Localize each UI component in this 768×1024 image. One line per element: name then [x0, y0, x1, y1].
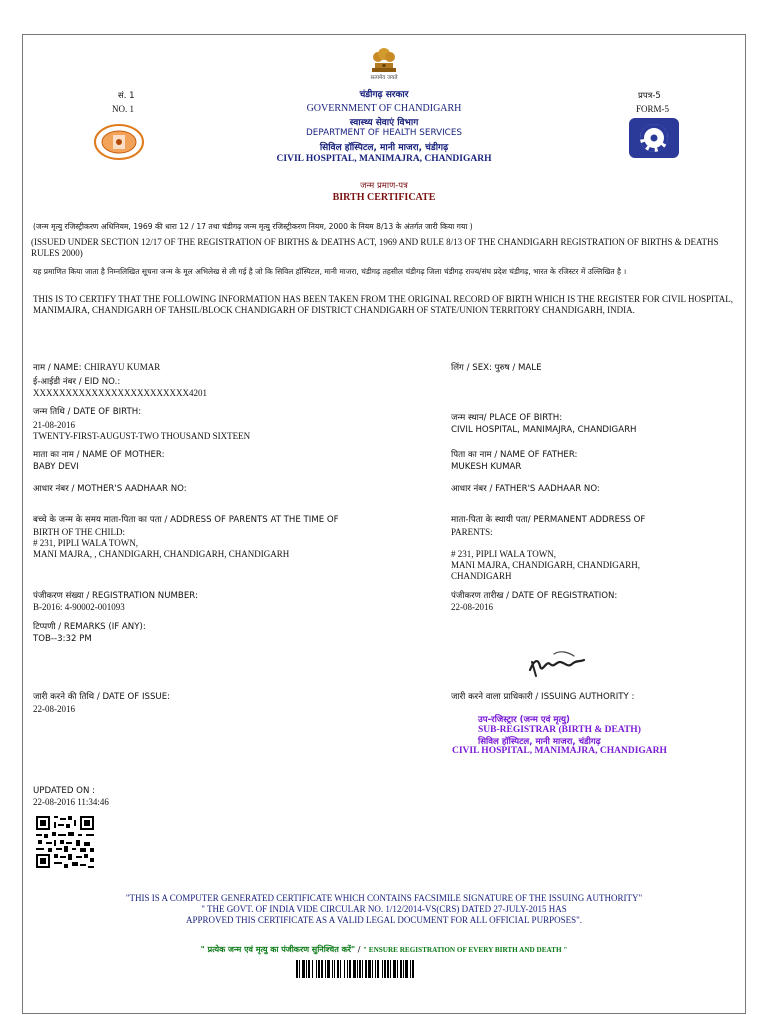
- certify-hindi: यह प्रमाणित किया जाता है निम्नलिखित सूचना जन्म के मूल अभिलेख से ली गई है जो कि सिविल हॉस्पिटल, मानी माजरा, चंडीगढ़ तहसील चंडीगढ़ जिला चंडीगढ़ राज्य/संघ प्रदेश चंडीगढ़, भारत के रजिस्टर में उल्लिखित है ।: [33, 267, 627, 276]
- father-name-value: MUKESH KUMAR: [451, 462, 522, 472]
- hospital-english: CIVIL HOSPITAL, MANIMAJRA, CHANDIGARH: [276, 154, 492, 164]
- government-english: GOVERNMENT OF CHANDIGARH: [306, 103, 462, 114]
- certify-english: THIS IS TO CERTIFY THAT THE FOLLOWING INFORMATION HAS BEEN TAKEN FROM THE ORIGINAL RECORD OF BIRTH WHICH IS THE REGISTER FOR CIVIL HOSPITAL, MANIMAJRA, CHANDIGARH OF TAHSIL/BLOCK CHANDIGARH OF DISTRICT CHANDIGARH OF STATE/UNION TERRITORY CHANDIGARH, INDIA.: [33, 294, 733, 315]
- issue-date-label: जारी करने की तिथि / DATE OF ISSUE:: [33, 692, 171, 702]
- statute-english: (ISSUED UNDER SECTION 12/17 OF THE REGISTRATION OF BIRTHS & DEATHS ACT, 1969 AND RULE 8/13 OF THE CHANDIGARH REGISTRATION OF BIRTHS & DEATHS RULES 2000): [31, 237, 719, 258]
- updated-on-label: UPDATED ON :: [33, 786, 95, 796]
- qr-code-icon: [34, 814, 96, 870]
- ashoka-emblem-icon: [368, 44, 400, 76]
- sex-field: [451, 355, 542, 374]
- eid-value: XXXXXXXXXXXXXXXXXXXXXXXX4201: [33, 388, 207, 398]
- mother-name-value: BABY DEVI: [33, 462, 79, 472]
- dob-value: 21-08-2016: [33, 420, 75, 430]
- permanent-address-label-cont: PARENTS:: [451, 527, 493, 537]
- remarks-value: TOB--3:32 PM: [33, 634, 92, 644]
- issue-date-value: 22-08-2016: [33, 704, 75, 714]
- emblem-motto: सत्यमेव जयते: [370, 75, 398, 81]
- name-label: नाम / NAME:: [33, 363, 85, 373]
- statute-hindi: (जन्म मृत्यु रजिस्ट्रीकरण अधिनियम, 1969 की धारा 12 / 17 तथा चंडीगढ़ जन्म मृत्यु रजिस्ट्रीकरण नियम, 2000 के नियम 8/13 के अंतर्गत जारी किया गया ): [33, 222, 473, 231]
- registration-slogan: [0, 937, 768, 956]
- department-english: DEPARTMENT OF HEALTH SERVICES: [306, 128, 462, 138]
- birth-address-line2: MANI MAJRA, , CHANDIGARH, CHANDIGARH, CHANDIGARH: [33, 549, 290, 559]
- permanent-address-label: माता-पिता के स्थायी पता/ PERMANENT ADDRESS OF: [451, 515, 646, 525]
- birth-address-line1: # 231, PIPLI WALA TOWN,: [33, 538, 139, 548]
- mother-aadhaar-label: आधार नंबर / MOTHER'S AADHAAR NO:: [33, 484, 187, 494]
- dob-label: जन्म तिथि / DATE OF BIRTH:: [33, 407, 142, 417]
- hospital-hindi: सिविल हॉस्पिटल, मानी माजरा, चंडीगढ़: [319, 143, 449, 153]
- certificate-title-hindi: जन्म प्रमाण-पत्र: [360, 181, 408, 191]
- registration-number-value: B-2016: 4-90002-001093: [33, 602, 125, 612]
- remarks-label: टिप्पणी / REMARKS (IF ANY):: [33, 622, 146, 632]
- registration-number-label: पंजीकरण संख्या / REGISTRATION NUMBER:: [33, 591, 198, 601]
- birth-address-label-cont: BIRTH OF THE CHILD:: [33, 527, 126, 537]
- slogan-english: " ENSURE REGISTRATION OF EVERY BIRTH AND DEATH ": [362, 946, 568, 954]
- computer-generated-notice: "THIS IS A COMPUTER GENERATED CERTIFICATE WHICH CONTAINS FACSIMILE SIGNATURE OF THE ISSUING AUTHORITY": [125, 893, 643, 903]
- issuing-authority-label: जारी करने वाला प्राधिकारी / ISSUING AUTHORITY :: [451, 692, 635, 702]
- authority-hospital-hindi: सिविल हॉस्पिटल, मानी माजरा, चंडीगढ़: [478, 737, 601, 747]
- govt-circular-notice: " THE GOVT. OF INDIA VIDE CIRCULAR NO. 1/12/2014-VS(CRS) DATED 27-JULY-2015 HAS: [201, 904, 567, 914]
- authority-title-english: SUB-REGISTRAR (BIRTH & DEATH): [478, 725, 641, 735]
- government-hindi: चंडीगढ़ सरकार: [359, 90, 409, 100]
- sex-value: पुरुष / MALE: [494, 363, 542, 373]
- authority-hospital-english: CIVIL HOSPITAL, MANIMAJRA, CHANDIGARH: [452, 746, 667, 756]
- dob-words: TWENTY-FIRST-AUGUST-TWO THOUSAND SIXTEEN: [33, 431, 251, 441]
- name-value: CHIRAYU KUMAR: [84, 362, 161, 372]
- permanent-address-line3: CHANDIGARH: [451, 571, 512, 581]
- registration-date-label: पंजीकरण तारीख / DATE OF REGISTRATION:: [451, 591, 618, 601]
- form-english: FORM-5: [636, 104, 670, 114]
- name-field: [33, 355, 160, 374]
- birth-address-label: बच्चे के जन्म के समय माता-पिता का पता / ADDRESS OF PARENTS AT THE TIME OF: [33, 515, 339, 525]
- permanent-address-line1: # 231, PIPLI WALA TOWN,: [451, 549, 557, 559]
- slogan-hindi: " प्रत्येक जन्म एवं मृत्यु का पंजीकरण सुनिश्चित करें": [200, 945, 356, 954]
- father-aadhaar-label: आधार नंबर / FATHER'S AADHAAR NO:: [451, 484, 600, 494]
- pob-label: जन्म स्थान/ PLACE OF BIRTH:: [451, 413, 563, 423]
- number-english: NO. 1: [112, 104, 134, 114]
- slogan-separator: /: [355, 945, 363, 954]
- eid-label: ई-आईडी नंबर / EID NO.:: [33, 377, 121, 387]
- sex-label: लिंग / SEX:: [451, 363, 495, 373]
- number-hindi: सं. 1: [118, 91, 135, 101]
- authority-title-hindi: उप-रजिस्ट्रार (जन्म एवं मृत्यु): [478, 715, 570, 725]
- registration-date-value: 22-08-2016: [451, 602, 493, 612]
- barcode-icon: [296, 960, 472, 978]
- department-hindi: स्वास्थ्य सेवाएं विभाग: [349, 118, 419, 128]
- mother-name-label: माता का नाम / NAME OF MOTHER:: [33, 450, 165, 460]
- father-name-label: पिता का नाम / NAME OF FATHER:: [451, 450, 578, 460]
- pob-value: CIVIL HOSPITAL, MANIMAJRA, CHANDIGARH: [451, 425, 637, 435]
- form-hindi: प्रपत्र-5: [638, 91, 661, 101]
- permanent-address-line2: MANI MAJRA, CHANDIGARH, CHANDIGARH,: [451, 560, 641, 570]
- signature-mark: [524, 640, 590, 682]
- certificate-title-english: BIRTH CERTIFICATE: [332, 192, 436, 203]
- updated-on-value: 22-08-2016 11:34:46: [33, 797, 109, 807]
- legal-document-notice: APPROVED THIS CERTIFICATE AS A VALID LEGAL DOCUMENT FOR ALL OFFICIAL PURPOSES".: [185, 915, 583, 925]
